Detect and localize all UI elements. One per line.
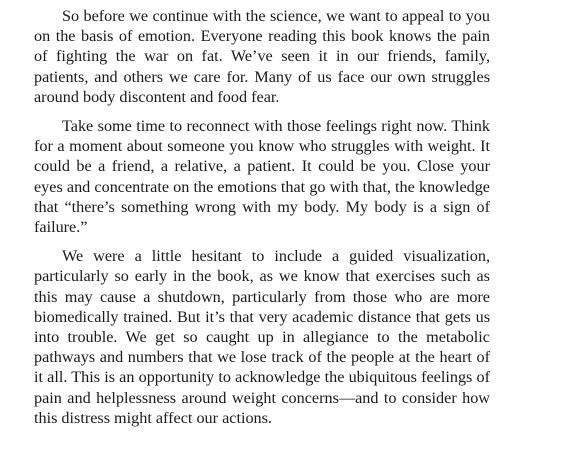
book-page-text xyxy=(34,6,490,437)
paragraph-appeal-to-emotion: So before we continue with the science, we want to appeal to you on the basis of emotion. Everyone reading this book knows the pain of fighting the war on fat. We’ve seen it in our friends, family, patients, and others we care for. Many of us face our own struggles around body discontent and food fear. xyxy=(34,7,490,106)
paragraph-guided-visualization: We were a little hesitant to include a guided visualization, particularly so early in the book, as we know that exercises such as this may cause a shutdown, particularly from those who are more biomedically trained. But it’s that very academic distance that gets us into trouble. We get so caught up in allegiance to the metabolic pathways and numbers that we lose track of the people at the heart of it all. This is an opportunity to acknowledge the ubiquitous feelings of pain and helplessness around weight concerns—and to consider how this distress might affect our actions. xyxy=(34,247,490,427)
paragraph-reconnect-feelings: Take some time to reconnect with those feelings right now. Think for a moment about someone you know who struggles with weight. It could be a friend, a relative, a patient. It could be you. Close your eyes and concentrate on the emotions that go with that, the knowledge that “there’s something wrong with my body. My body is a sign of failure.” xyxy=(34,117,490,237)
